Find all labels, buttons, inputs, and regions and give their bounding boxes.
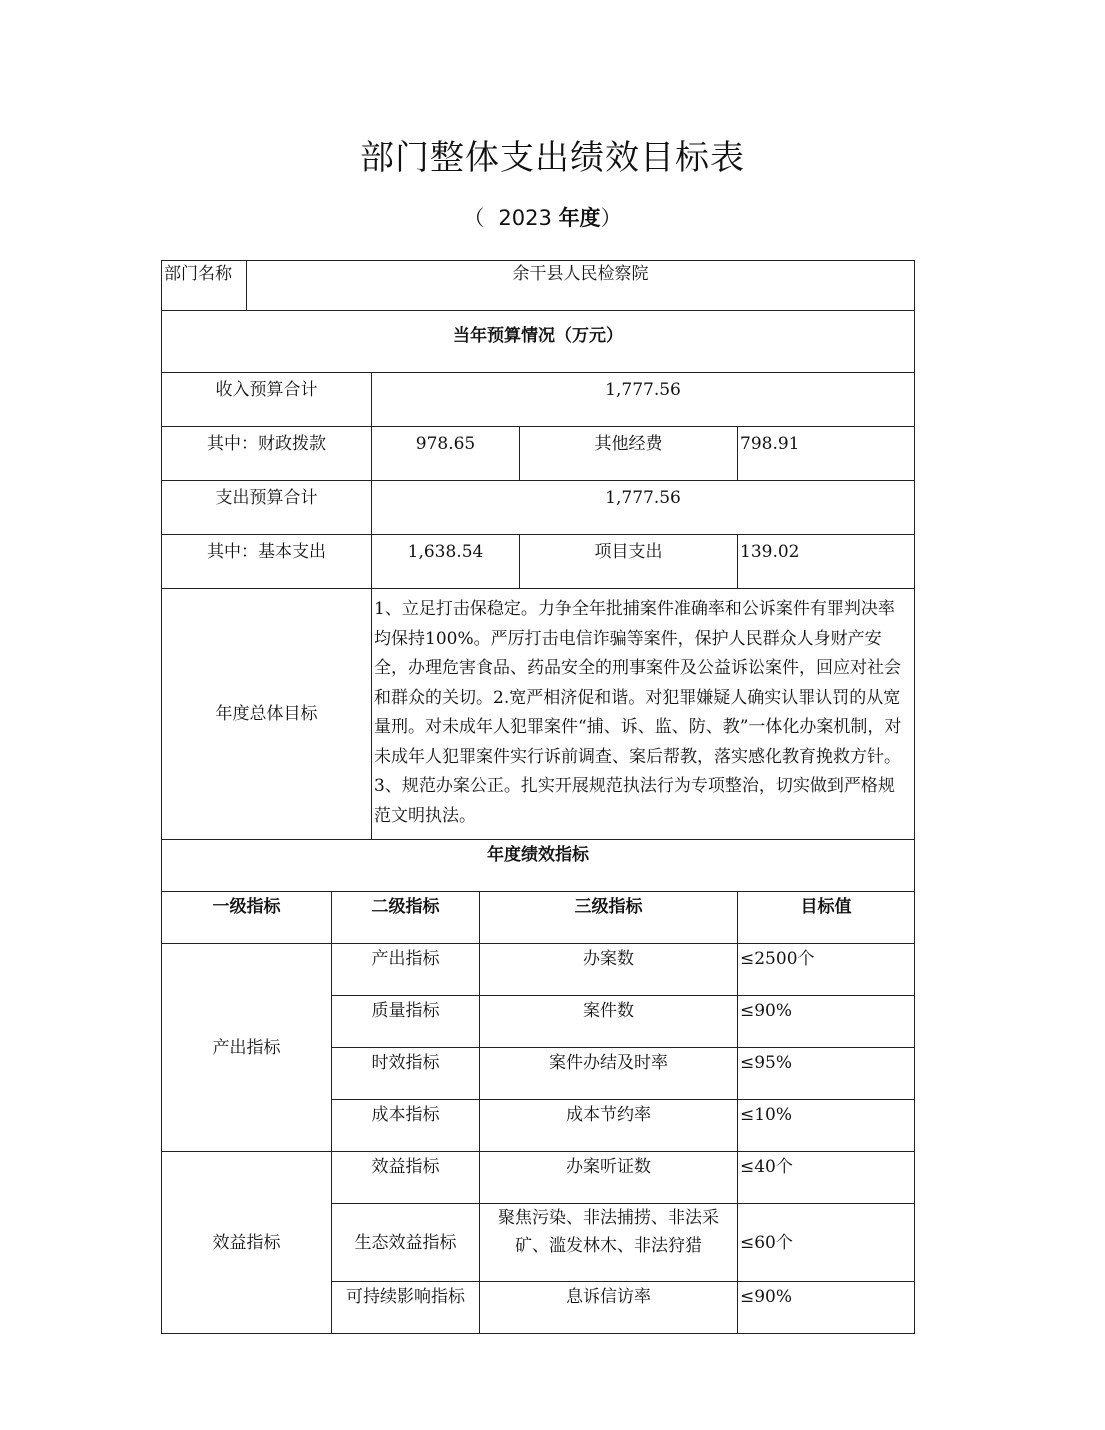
expense-total-value: 1,777.56 — [372, 481, 915, 535]
target-cell: ≤95% — [738, 1048, 915, 1100]
level2-cell: 生态效益指标 — [332, 1204, 480, 1282]
level3-line: 矿、滥发林木、非法狩猎 — [515, 1236, 702, 1256]
goal-row — [162, 589, 915, 840]
target-cell: ≤90% — [738, 1282, 915, 1334]
level3-cell: 办案听证数 — [480, 1152, 738, 1204]
target-cell: ≤40个 — [738, 1152, 915, 1204]
goal-text: 1、立足打击保稳定。力争全年批捕案件准确率和公诉案件有罪判决率均保持100%。严厉打击电信诈骗等案件，保护人民群众人身财产安全，办理危害食品、药品安全的刑事案件及公益诉讼案件，回应对社会和群众的关切。2.宽严相济促和谐。对犯罪嫌疑人确实认罪认罚的从宽量刑。对未成年人犯罪案件“捕、诉、监、防、教”一体化办案机制，对未成年人犯罪案件实行诉前调查、案后帮教，落实感化教育挽救方针。3、规范办案公正。扎实开展规范执法行为专项整治，切实做到严格规范文明执法。 — [372, 589, 915, 840]
basic-value: 1,638.54 — [372, 535, 520, 589]
performance-section-title: 年度绩效指标 — [162, 840, 915, 892]
fiscal-row — [162, 427, 915, 481]
header-level1: 一级指标 — [162, 892, 332, 944]
income-total-label: 收入预算合计 — [162, 373, 372, 427]
group-output-label: 产出指标 — [162, 944, 332, 1152]
table-row — [162, 944, 915, 996]
other-label: 其他经费 — [520, 427, 738, 481]
income-total-row — [162, 373, 915, 427]
subtitle-year: 2023 — [498, 206, 552, 230]
subtitle-close-paren: ） — [600, 206, 622, 230]
other-value: 798.91 — [738, 427, 915, 481]
department-value: 余干县人民检察院 — [247, 261, 915, 311]
level2-cell: 质量指标 — [332, 996, 480, 1048]
level3-cell: 成本节约率 — [480, 1100, 738, 1152]
level2-cell: 时效指标 — [332, 1048, 480, 1100]
group-benefit-label: 效益指标 — [162, 1152, 332, 1334]
header-level3: 三级指标 — [480, 892, 738, 944]
level3-cell: 案件办结及时率 — [480, 1048, 738, 1100]
performance-table — [161, 260, 915, 1334]
header-target: 目标值 — [738, 892, 915, 944]
budget-section-title: 当年预算情况（万元） — [162, 311, 915, 373]
level2-cell: 产出指标 — [332, 944, 480, 996]
budget-section-row — [162, 311, 915, 373]
level3-line: 聚焦污染、非法捕捞、非法采 — [498, 1208, 719, 1228]
target-cell: ≤2500个 — [738, 944, 915, 996]
header-level2: 二级指标 — [332, 892, 480, 944]
goal-label: 年度总体目标 — [162, 589, 372, 840]
department-row — [162, 261, 915, 311]
level2-cell: 可持续影响指标 — [332, 1282, 480, 1334]
subtitle-year-word: 年度 — [558, 205, 601, 230]
income-total-value: 1,777.56 — [372, 373, 915, 427]
level3-cell: 息诉信访率 — [480, 1282, 738, 1334]
department-label: 部门名称 — [162, 261, 247, 311]
expense-total-label: 支出预算合计 — [162, 481, 372, 535]
basic-label: 其中：基本支出 — [162, 535, 372, 589]
performance-header-row — [162, 892, 915, 944]
target-cell: ≤90% — [738, 996, 915, 1048]
level2-cell: 效益指标 — [332, 1152, 480, 1204]
level3-cell — [480, 1204, 738, 1282]
project-label: 项目支出 — [520, 535, 738, 589]
level3-cell: 办案数 — [480, 944, 738, 996]
basic-row — [162, 535, 915, 589]
subtitle-open-paren: （ — [463, 206, 485, 230]
project-value: 139.02 — [738, 535, 915, 589]
page-title: 部门整体支出绩效目标表 — [360, 138, 745, 178]
fiscal-value: 978.65 — [372, 427, 520, 481]
expense-total-row — [162, 481, 915, 535]
level3-cell: 案件数 — [480, 996, 738, 1048]
target-cell: ≤60个 — [738, 1204, 915, 1282]
performance-section-row — [162, 840, 915, 892]
target-cell: ≤10% — [738, 1100, 915, 1152]
page-subtitle — [0, 202, 1085, 232]
table-row — [162, 1152, 915, 1204]
level2-cell: 成本指标 — [332, 1100, 480, 1152]
fiscal-label: 其中：财政拨款 — [162, 427, 372, 481]
